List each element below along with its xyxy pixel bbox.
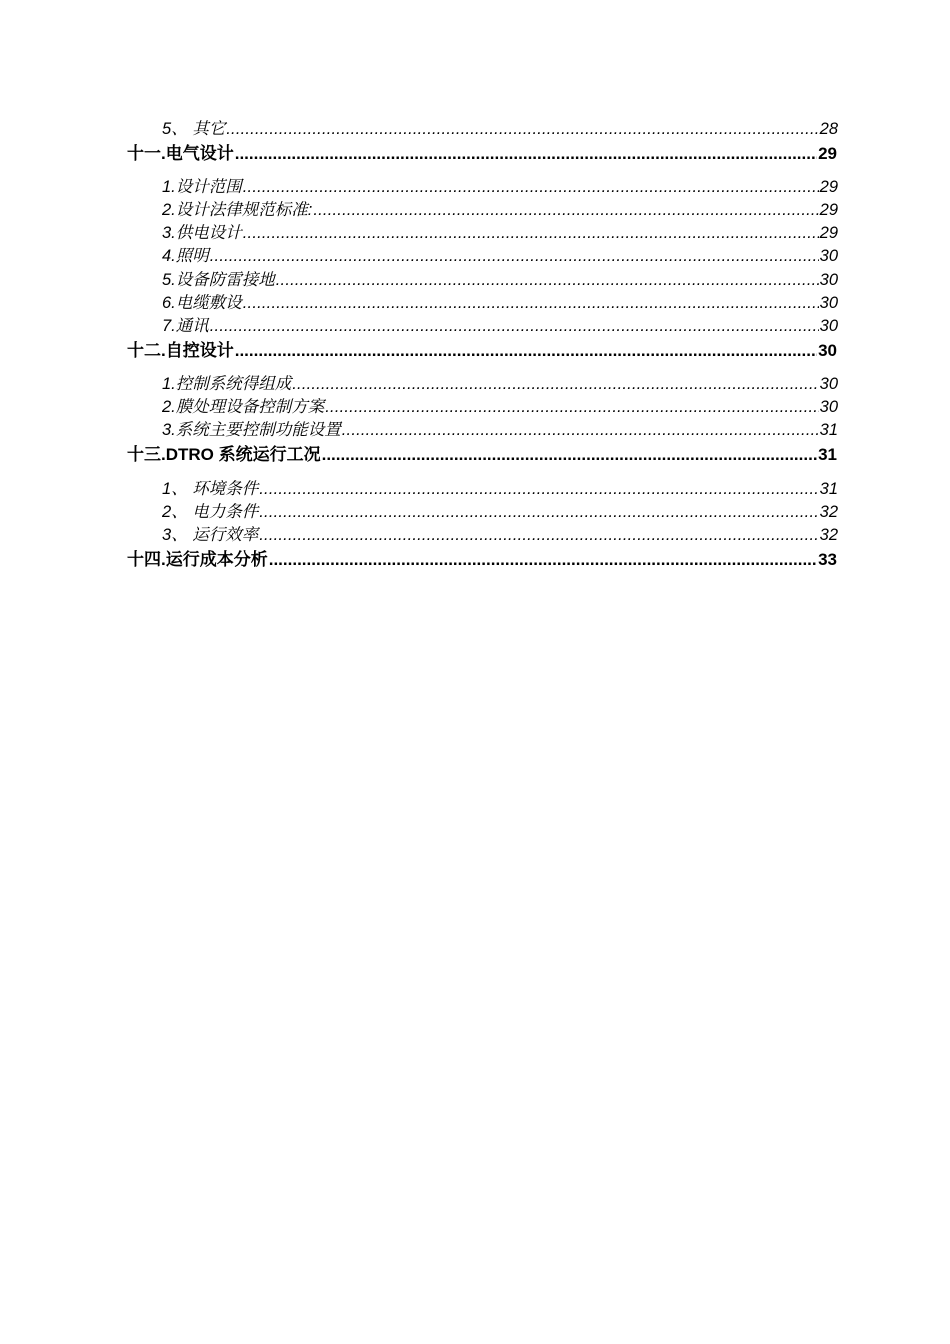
toc-entry-page: 28 (819, 120, 838, 138)
dot-leader (259, 480, 818, 499)
dot-leader (342, 421, 819, 440)
toc-chapter-title: 十三.DTRO 系统运行工况 (127, 445, 321, 464)
toc-chapter-page: 31 (818, 445, 837, 464)
toc-chapter-page: 29 (818, 144, 837, 163)
toc-chapter[interactable] (127, 545, 837, 570)
toc-entry[interactable] (162, 196, 838, 220)
dot-leader (322, 445, 817, 465)
dot-leader (235, 144, 817, 164)
toc-chapter-page: 33 (818, 550, 837, 569)
toc-entry-title: 1.设计范围 (162, 178, 242, 196)
toc-entry[interactable] (162, 312, 838, 336)
toc-entry-page: 31 (819, 421, 838, 439)
toc-entry-page: 31 (819, 480, 838, 498)
toc-entry-title: 1、 环境条件 (162, 480, 259, 498)
toc-entry-title: 6.电缆敷设 (162, 294, 242, 312)
dot-leader (243, 294, 819, 313)
toc-entry-page: 30 (819, 375, 838, 393)
toc-entry-page: 32 (819, 526, 838, 544)
dot-leader (269, 550, 817, 570)
toc-entry[interactable] (162, 266, 838, 290)
toc-entry[interactable] (162, 393, 838, 417)
toc-chapter-page: 30 (818, 341, 837, 360)
toc-entry[interactable] (162, 242, 838, 266)
toc-entry-page: 29 (819, 201, 838, 219)
dot-leader (210, 317, 819, 336)
toc-entry-title: 4.照明 (162, 247, 209, 265)
dot-leader (226, 120, 818, 139)
toc-entry-title: 3.系统主要控制功能设置 (162, 421, 341, 439)
toc-entry-page: 32 (819, 503, 838, 521)
toc-entry[interactable] (162, 521, 838, 545)
toc-entry-page: 29 (819, 224, 838, 242)
toc-entry-title: 5、 其它 (162, 120, 226, 138)
toc-entry-title: 2、 电力条件 (162, 503, 259, 521)
toc-chapter[interactable] (127, 139, 837, 164)
toc-chapter-title: 十四.运行成本分析 (127, 550, 268, 569)
toc-entry[interactable] (162, 416, 838, 440)
toc-chapter-title: 十二.自控设计 (127, 341, 234, 360)
dot-leader (243, 224, 819, 243)
toc-entry[interactable] (162, 219, 838, 243)
dot-leader (313, 201, 818, 220)
toc-entry-title: 5.设备防雷接地 (162, 271, 275, 289)
dot-leader (243, 178, 819, 197)
dot-leader (292, 375, 818, 394)
toc-entry-page: 30 (819, 398, 838, 416)
toc-chapter[interactable] (127, 440, 837, 465)
toc-entry-title: 2.设计法律规范标准: (162, 201, 313, 219)
toc-entry-title: 3.供电设计 (162, 224, 242, 242)
toc-entry-page: 30 (819, 247, 838, 265)
toc-entry[interactable] (162, 498, 838, 522)
dot-leader (325, 398, 818, 417)
toc-chapter[interactable] (127, 336, 837, 361)
toc-entry-title: 1.控制系统得组成 (162, 375, 292, 393)
dot-leader (276, 271, 819, 290)
dot-leader (259, 503, 818, 522)
toc-entry[interactable] (162, 289, 838, 313)
toc-chapter-title: 十一.电气设计 (127, 144, 234, 163)
toc-entry-page: 30 (819, 271, 838, 289)
toc-entry-page: 29 (819, 178, 838, 196)
toc-entry[interactable] (162, 475, 838, 499)
dot-leader (235, 341, 817, 361)
toc-entry[interactable] (162, 370, 838, 394)
toc-entry-title: 3、 运行效率 (162, 526, 259, 544)
dot-leader (210, 247, 819, 266)
toc-entry-title: 7.通讯 (162, 317, 209, 335)
dot-leader (259, 526, 818, 545)
toc-entry-page: 30 (819, 317, 838, 335)
toc-entry[interactable] (162, 173, 838, 197)
toc-entry-page: 30 (819, 294, 838, 312)
toc-entry-title: 2.膜处理设备控制方案 (162, 398, 325, 416)
toc-entry[interactable] (162, 115, 838, 139)
